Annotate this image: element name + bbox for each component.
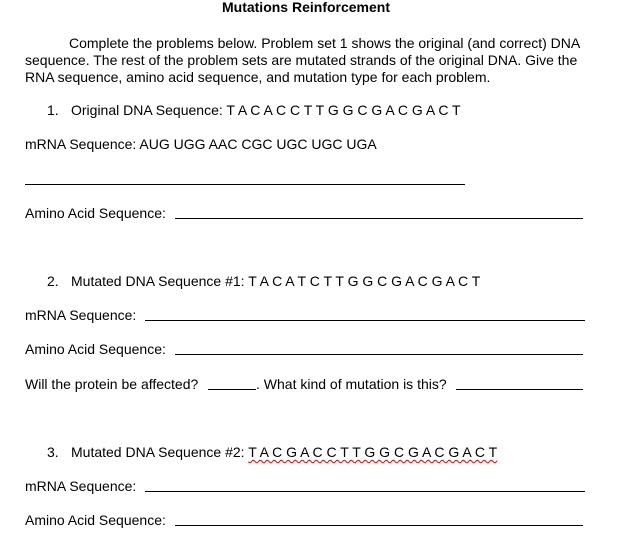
problem-1-answer-blank[interactable] [25, 184, 465, 185]
problem-2-amino-blank[interactable] [175, 354, 583, 355]
problem-1-amino-label: Amino Acid Sequence: [25, 205, 166, 221]
problem-2-mrna-blank[interactable] [145, 320, 585, 321]
problem-1-dna-label: Original DNA Sequence: [71, 102, 223, 118]
problem-3-dna-label: Mutated DNA Sequence #2: [71, 444, 245, 460]
problem-2-mutation-blank[interactable] [456, 389, 583, 390]
problem-3-amino-line [25, 512, 166, 528]
problem-2-number: 2. [47, 273, 59, 289]
problem-2-mutation-question: . What kind of mutation is this? [256, 376, 447, 392]
problem-2-dna-label: Mutated DNA Sequence #1: [71, 273, 245, 289]
problem-1-dna-line [47, 102, 461, 118]
problem-1-dna-sequence: T A C A C C T T G G C G A C G A C T [226, 102, 461, 118]
problem-2-amino-line [25, 341, 166, 357]
problem-2-dna-line [47, 273, 480, 289]
problem-3-mrna-label: mRNA Sequence: [25, 478, 137, 494]
problem-3-dna-sequence: T A C G A C C T T G G C G A C G A C T [248, 444, 498, 460]
problem-2-mrna-line [25, 307, 136, 323]
instructions-paragraph [25, 35, 585, 86]
problem-3-dna-line [47, 444, 497, 460]
problem-1-mrna-answer: AUG UGG AAC CGC UGC UGC UGA [139, 136, 377, 152]
problem-3-mrna-blank[interactable] [145, 491, 585, 492]
instructions-text: Complete the problems below. Problem set 1 shows the original (and correct) DNA sequence. The rest of the problem sets are mutated strands of the original DNA. Give the RNA sequence, amino acid sequence, and mutation type for each problem. [25, 35, 580, 85]
problem-2-dna-sequence: T A C A T C T T G G C G A C G A C T [248, 273, 481, 289]
problem-2-mrna-label: mRNA Sequence: [25, 307, 137, 323]
problem-3-amino-blank[interactable] [175, 525, 583, 526]
problem-1-mrna-label: mRNA Sequence: [25, 136, 137, 152]
problem-1-mrna-line [25, 136, 377, 152]
problem-2-affected-line [25, 376, 198, 392]
page-title: Mutations Reinforcement [221, 0, 390, 15]
problem-3-mrna-line [25, 478, 136, 494]
problem-3-number: 3. [47, 444, 59, 460]
problem-3-amino-label: Amino Acid Sequence: [25, 512, 166, 528]
problem-2-amino-label: Amino Acid Sequence: [25, 341, 166, 357]
problem-1-number: 1. [47, 102, 59, 118]
problem-2-mutation-line [256, 376, 447, 392]
problem-1-amino-blank[interactable] [175, 218, 583, 219]
problem-1-amino-line [25, 205, 166, 221]
problem-2-affected-blank[interactable] [208, 389, 256, 390]
problem-2-affected-question: Will the protein be affected? [25, 376, 199, 392]
